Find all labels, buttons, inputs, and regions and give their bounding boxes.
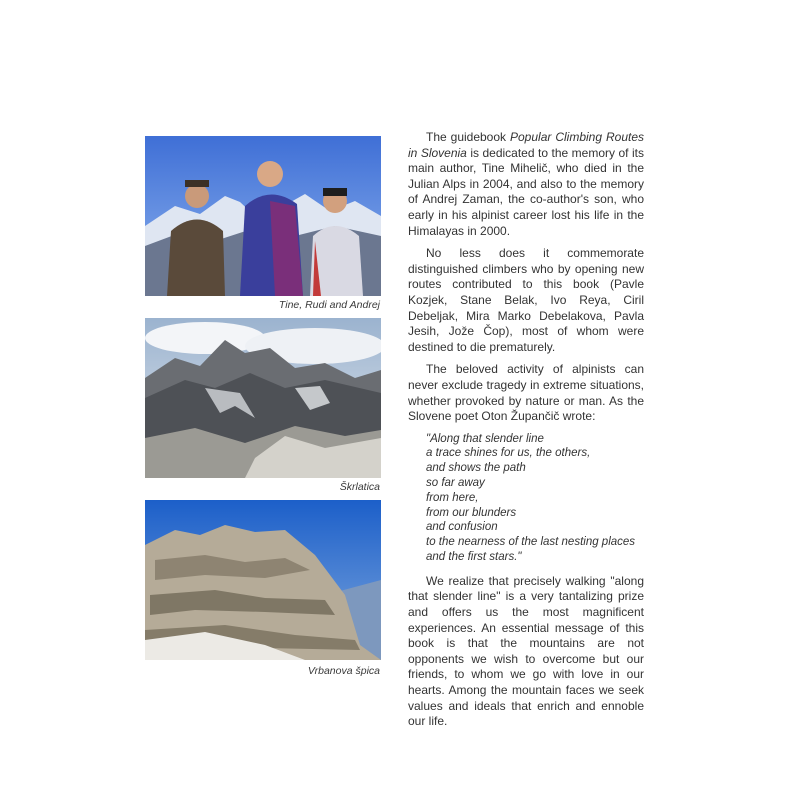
paragraph-message: We realize that precisely walking "along that slender line" is a very tantalizing prize and offers us the most magnificent experiences. An essential message of this book is that the mountains are not opponents we wish to overcome but our friends, to whom we go with love in our hearts. Among the mountain faces we seek values and ideals that enrich and ennoble our life. (408, 573, 644, 729)
p1-intro: The guidebook (426, 130, 510, 144)
quote-line: a trace shines for us, the others, (426, 447, 591, 460)
caption-photo-1: Tine, Rudi and Andrej (278, 299, 380, 311)
quote-line: to the nearness of the last nesting places (426, 536, 636, 549)
photo-vrbanova-spica (145, 500, 381, 660)
body-text (408, 130, 644, 737)
quote-line: from here, (426, 491, 479, 504)
caption-photo-2: Škrlatica (339, 481, 380, 493)
paragraph-commemoration: No less does it commemorate distinguished climbers who by opening new routes contributed to this book (Pavle Kozjek, Stane Belak, Ivo Reya, Ciril Debeljak, Mira Marko Debelakova, Pavla Jesih, Jože Čop), most of whom were destined to die prematurely. (408, 246, 644, 354)
paragraph-tragedy: The beloved activity of alpinists can never exclude tragedy in extreme situations, whether provoked by nature or man. As the Slovene poet Oton Župančič wrote: (408, 362, 644, 424)
quote-line: and the first stars." (426, 551, 522, 564)
quote-line: and shows the path (426, 462, 526, 475)
caption-photo-3: Vrbanova špica (307, 665, 380, 677)
quote-line: so far away (426, 477, 485, 490)
quote-line: "Along that slender line (426, 432, 544, 445)
paragraph-dedication (408, 130, 644, 239)
photo-skrlatica (145, 318, 381, 478)
quote-line: and confusion (426, 521, 498, 534)
p1-rest: is dedicated to the memory of its main author, Tine Mihelič, who died in the Julian Alps in 2004, and also to the memory of Andrej Zaman, the co-author's son, who early in his alpinist career lost his life in the Himalayas in 2000. (408, 145, 644, 238)
book-title: Popular Climbing Routes in Slovenia (408, 130, 644, 160)
quote-line: from our blunders (426, 506, 517, 519)
photo-climbers (145, 136, 381, 296)
poem-quote (426, 432, 644, 565)
